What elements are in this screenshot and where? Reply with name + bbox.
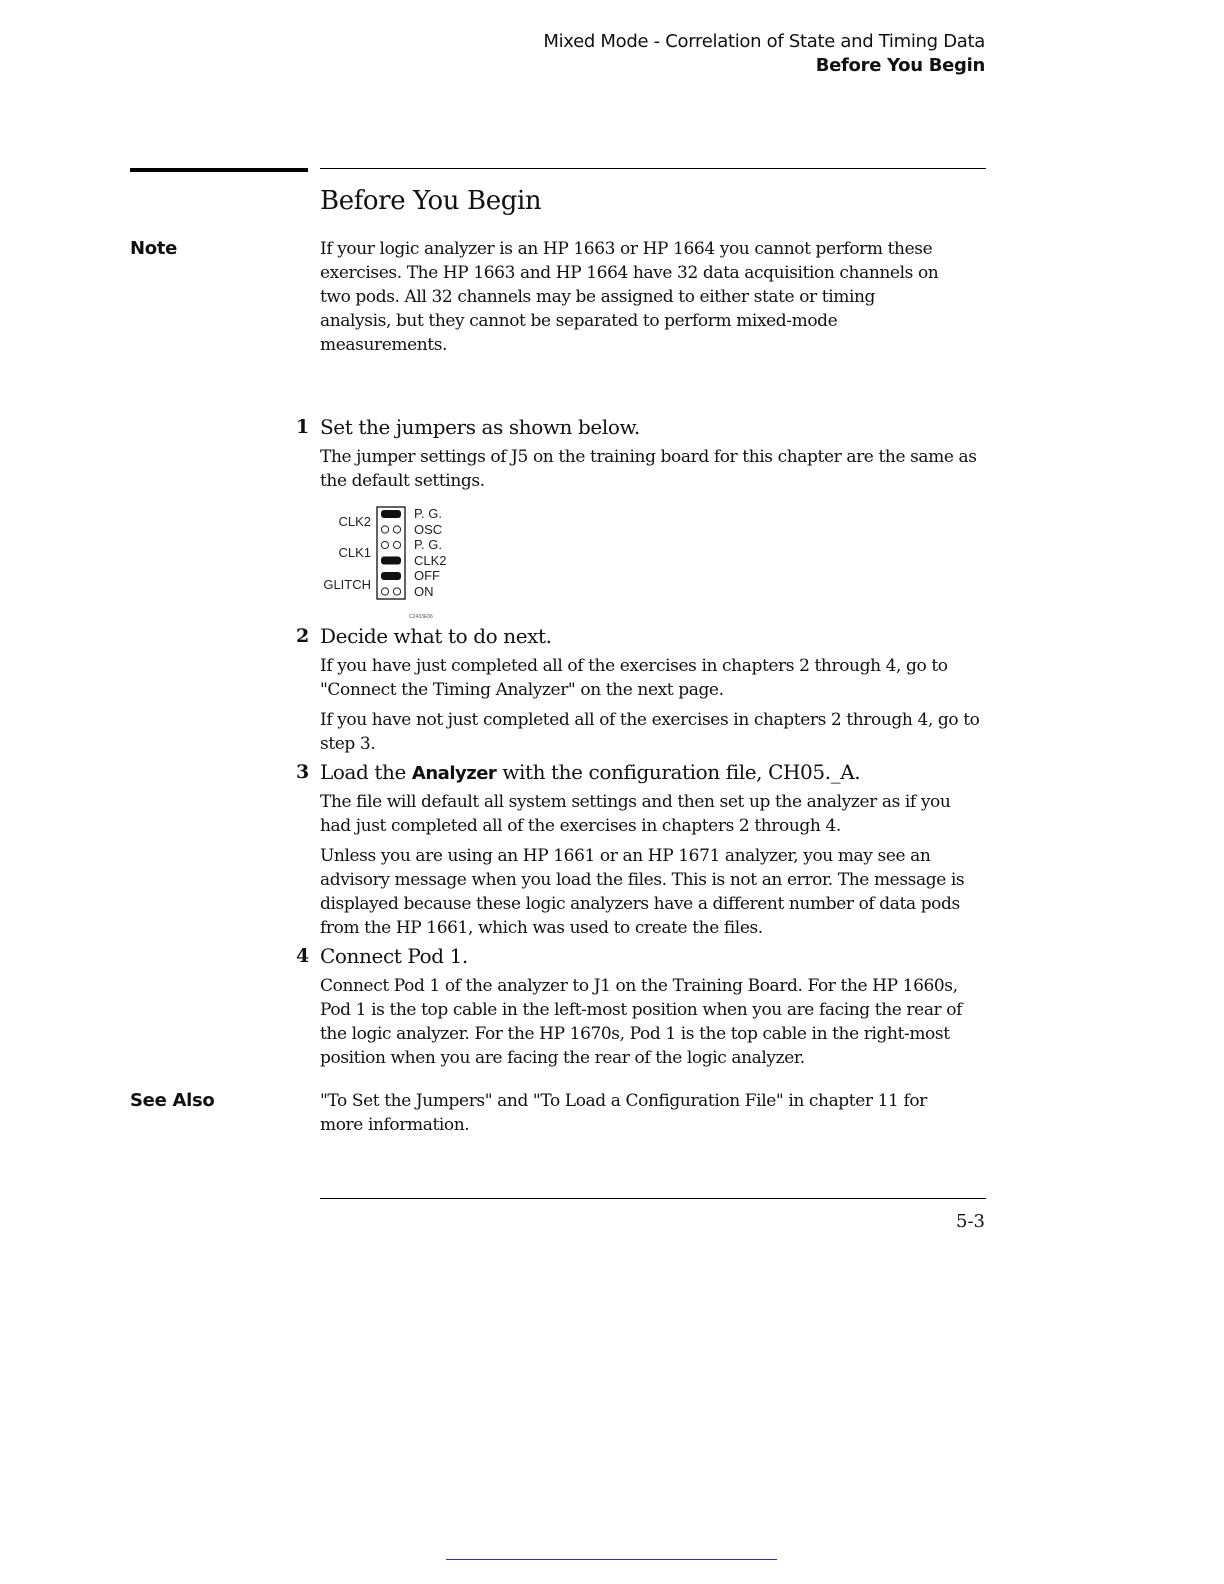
step-1-number: 1: [296, 416, 310, 438]
step-2-number: 2: [296, 625, 310, 647]
step-1-body: [320, 445, 986, 493]
section-rule-thin: [320, 168, 986, 169]
jumper-right-label-pg1: P. G.: [414, 506, 442, 521]
jumper-right-label-on: ON: [414, 584, 434, 599]
running-header-section: Before You Begin: [815, 55, 985, 76]
step-4-body: [320, 974, 986, 1070]
figure-id: C2433E06: [409, 614, 433, 620]
jumper-shunt: [381, 572, 401, 580]
step-4-title: Connect Pod 1.: [320, 944, 468, 968]
step-1-title: Set the jumpers as shown below.: [320, 415, 640, 439]
jumper-right-label-clk2: CLK2: [414, 553, 447, 568]
jumper-pin: [393, 526, 400, 533]
step-3-paragraph-2: Unless you are using an HP 1661 or an HP 1671 analyzer, you may see an advisory message when you load the files. This is not an error. The message is displayed because these logic analyzers have a different number of data pods from the HP 1661, which was used to create the files.: [320, 846, 965, 938]
jumper-pin: [381, 588, 388, 595]
step-2-paragraph-2: If you have not just completed all of the exercises in chapters 2 through 4, go to step 3.: [320, 710, 980, 754]
note-label: Note: [130, 238, 178, 259]
jumper-left-label-clk2: CLK2: [338, 514, 371, 529]
step-2-body: [320, 654, 986, 756]
page-number: 5-3: [956, 1211, 985, 1232]
jumper-right-label-osc: OSC: [414, 522, 443, 537]
step-1-paragraph: The jumper settings of J5 on the training board for this chapter are the same as the default settings.: [320, 447, 977, 491]
step-4-paragraph: Connect Pod 1 of the analyzer to J1 on the Training Board. For the HP 1660s, Pod 1 is the top cable in the left-most position when you are facing the rear of the logic analyzer. For the HP 1670s, Pod 1 is the top cable in the right-most position when you are facing the rear of the logic analyzer.: [320, 976, 963, 1068]
jumper-header-outline: [377, 507, 405, 599]
jumper-shunt: [381, 557, 401, 565]
bottom-link-underline: [446, 1559, 777, 1560]
analyzer-ui-word: Analyzer: [411, 763, 497, 784]
jumper-pin: [393, 541, 400, 548]
step-3-body: [320, 790, 986, 940]
step-3-title-suffix: with the configuration file, CH05._A.: [496, 760, 861, 784]
footer-rule: [320, 1198, 986, 1199]
step-2-title: Decide what to do next.: [320, 624, 552, 648]
step-4-number: 4: [296, 945, 310, 967]
jumper-left-label-clk1: CLK1: [338, 545, 371, 560]
jumper-pin: [381, 541, 388, 548]
jumper-right-label-pg2: P. G.: [414, 537, 442, 552]
jumper-pin: [393, 588, 400, 595]
page-title: Before You Begin: [320, 186, 542, 216]
step-2-paragraph-1: If you have just completed all of the exercises in chapters 2 through 4, go to "Connect the Timing Analyzer" on the next page.: [320, 656, 948, 700]
see-also-label: See Also: [130, 1090, 215, 1111]
step-3-title: [320, 757, 860, 789]
note-text: If your logic analyzer is an HP 1663 or HP 1664 you cannot perform these exercises. The HP 1663 and HP 1664 have 32 data acquisition channels on two pods. All 32 channels may be assigned to either state or timing analysis, but they cannot be separated to perform mixed-mode measurements.: [320, 239, 939, 355]
running-header-chapter: Mixed Mode - Correlation of State and Timing Data: [543, 31, 985, 52]
jumper-pin: [381, 526, 388, 533]
jumper-diagram: [316, 505, 466, 623]
step-3-paragraph-1: The file will default all system settings and then set up the analyzer as if you had just completed all of the exercises in chapters 2 through 4.: [320, 792, 951, 836]
section-rule-thick: [130, 168, 308, 172]
jumper-shunt: [381, 510, 401, 518]
jumper-left-label-glitch: GLITCH: [323, 577, 371, 592]
see-also-text: "To Set the Jumpers" and "To Load a Configuration File" in chapter 11 for more information.: [320, 1091, 927, 1135]
step-3-title-prefix: Load the: [320, 760, 412, 784]
jumper-right-label-off: OFF: [414, 568, 440, 583]
step-3-number: 3: [296, 761, 310, 783]
